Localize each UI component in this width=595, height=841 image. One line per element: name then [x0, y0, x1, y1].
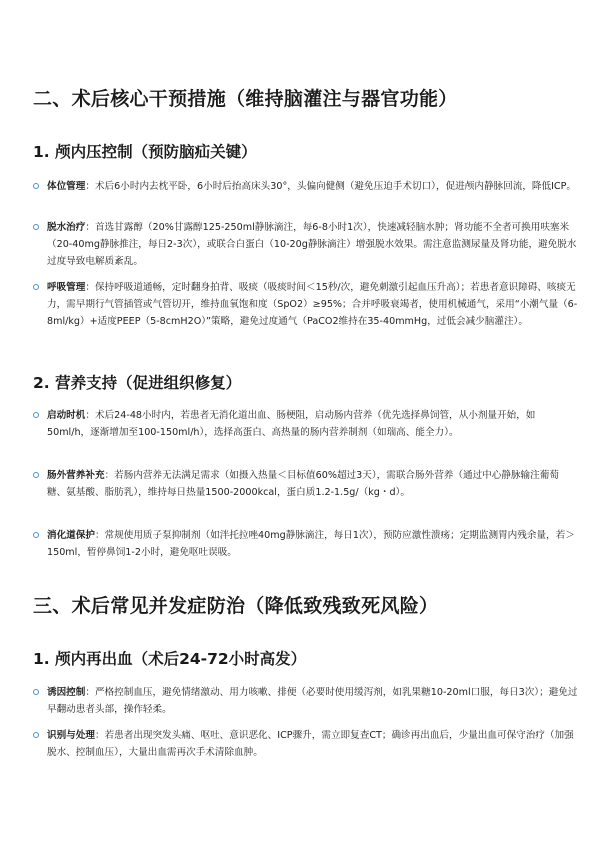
list-item — [33, 407, 578, 459]
item-label: 肠外营养补充 — [47, 470, 105, 481]
item-label: 体位管理 — [47, 181, 86, 192]
bullet-icon — [33, 689, 39, 695]
bullet-icon — [33, 532, 39, 538]
subsection-heading-icp: 1. 颅内压控制（预防脑疝关键） — [33, 143, 257, 161]
bullet-icon — [33, 472, 39, 478]
list-item — [33, 467, 578, 519]
section-heading-2: 二、术后核心干预措施（维持脑灌注与器官功能） — [33, 88, 458, 110]
list-item — [33, 684, 578, 720]
item-text: ：保持呼吸道通畅，定时翻身拍背、吸痰（吸痰时间＜15秒/次，避免刺激引起血压升高）；若患者意识障碍、咳痰无力，需早期行气管插管或气管切开，维持血氧饱和度（SpO2）≥95%；合并呼吸衰竭者，使用机械通气，采用“小潮气量（6-8ml/kg）+适度PEEP（5-8cmH2O）”策略，避免过度通气（PaCO2维持在35-40mmHg，过低会减少脑灌注）。 — [47, 282, 578, 328]
bullet-icon — [33, 183, 39, 189]
list-item — [33, 279, 578, 349]
item-text: ：若肠内营养无法满足需求（如摄入热量＜目标值60%超过3天），需联合肠外营养（通过中心静脉输注葡萄糖、氨基酸、脂肪乳），维持每日热量1500-2000kcal，蛋白质1.2-1.5g/（kg・d）。 — [47, 470, 559, 499]
item-text: ：首选甘露醇（20%甘露醇125-250ml静脉滴注，每6-8小时1次），快速减轻脑水肿；肾功能不全者可换用呋塞米（20-40mg静脉推注，每日2-3次），或联合白蛋白（10-20g静脉滴注）增强脱水效果。需注意监测尿量及肾功能，避免脱水过度导致电解质紊乱。 — [47, 222, 577, 268]
list-item — [33, 219, 578, 271]
item-label: 呼吸管理 — [47, 282, 86, 293]
list-item — [33, 727, 578, 763]
item-label: 诱因控制 — [47, 687, 86, 698]
bullet-icon — [33, 224, 39, 230]
list-item — [33, 527, 578, 563]
item-text: ：术后24-48小时内，若患者无消化道出血、肠梗阻，启动肠内营养（优先选择鼻饲管，从小剂量开始，如50ml/h，逐渐增加至100-150ml/h），选择高蛋白、高热量的肠内营养制剂（如瑞高、能全力）。 — [47, 410, 536, 439]
subsection-heading-rebleed: 1. 颅内再出血（术后24-72小时高发） — [33, 650, 307, 668]
item-label: 消化道保护 — [47, 530, 95, 541]
item-text: ：严格控制血压，避免情绪激动、用力咳嗽、排便（必要时使用缓泻剂，如乳果糖10-20ml口服，每日3次）；避免过早翻动患者头部，操作轻柔。 — [47, 687, 578, 716]
section-heading-3: 三、术后常见并发症防治（降低致残致死风险） — [33, 595, 439, 617]
bullet-icon — [33, 412, 39, 418]
bullet-icon — [33, 732, 39, 738]
item-text: ：术后6小时内去枕平卧，6小时后抬高床头30°，头偏向健侧（避免压迫手术切口），促进颅内静脉回流，降低ICP。 — [85, 181, 577, 192]
bullet-icon — [33, 284, 39, 290]
item-label: 识别与处理 — [47, 730, 95, 741]
item-text: ：常规使用质子泵抑制剂（如泮托拉唑40mg静脉滴注，每日1次），预防应激性溃疡；定期监测胃内残余量，若＞150ml，暂停鼻饲1-2小时，避免呕吐误吸。 — [47, 530, 575, 559]
list-item — [33, 178, 578, 214]
item-label: 脱水治疗 — [47, 222, 86, 233]
item-label: 启动时机 — [47, 410, 86, 421]
subsection-heading-nutrition: 2. 营养支持（促进组织修复） — [33, 374, 242, 392]
item-text: ：若患者出现突发头痛、呕吐、意识恶化、ICP骤升，需立即复查CT；确诊再出血后，少量出血可保守治疗（加强脱水、控制血压），大量出血需再次手术清除血肿。 — [47, 730, 574, 759]
